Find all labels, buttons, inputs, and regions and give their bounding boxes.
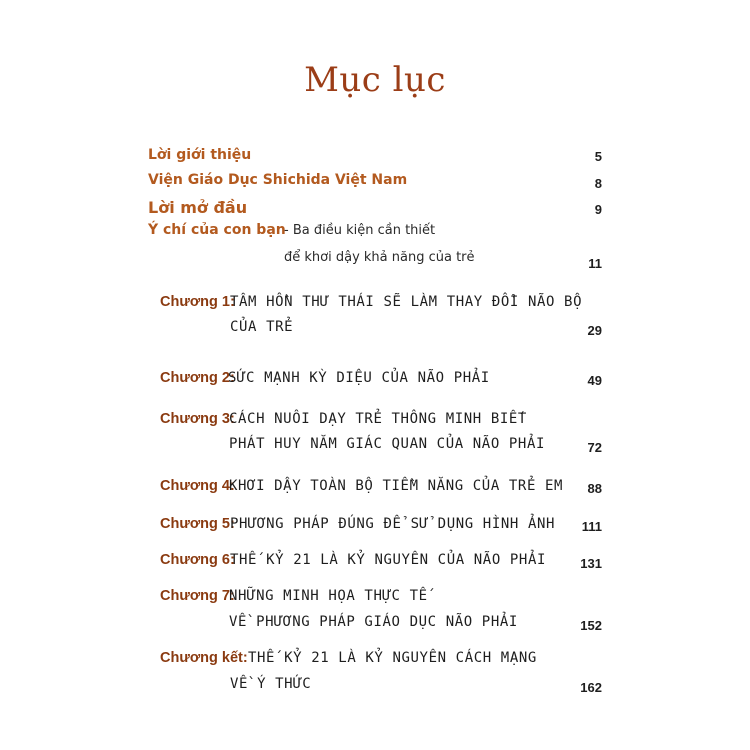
entry-label: Lời mở đầu [148,198,248,217]
entry-subtitle: - Ba điều kiện cần thiết [284,223,436,238]
chapter-page: 162 [580,680,602,695]
chapter-title: THẾ KỶ 21 LÀ KỶ NGUYÊN CỦA NÃO PHẢI [230,552,547,568]
chapter-page: 29 [587,323,602,338]
chapter-label: Chương 1: [160,294,235,310]
chapter-title: TÂM HỒN THƯ THÁI SẼ LÀM THAY ĐỔI NÃO BỘ [230,294,583,310]
chapter-label: Chương 6: [160,552,235,568]
chapter-page: 152 [580,618,602,633]
chapter-label: Chương 4: [160,478,235,494]
chapter-title: CỦA TRẺ [230,319,294,335]
chapter-label: Chương 7: [160,588,235,604]
entry-page: 11 [588,256,602,271]
chapter-title: VỀ Ý THỨC [230,676,312,692]
entry-label: Viện Giáo Dục Shichida Việt Nam [148,172,408,188]
chapter-page: 111 [581,519,602,534]
chapter-label: Chương kết: [160,650,248,666]
chapter-title: THẾ KỶ 21 LÀ KỶ NGUYÊN CÁCH MẠNG [248,650,537,666]
chapter-page: 131 [580,556,602,571]
chapter-page: 49 [587,373,602,388]
chapter-title: VỀ PHƯƠNG PHÁP GIÁO DỤC NÃO PHẢI [229,614,518,630]
chapter-label: Chương 5: [160,516,235,532]
entry-page: 8 [594,176,602,191]
entry-label: Ý chí của con bạn [148,222,286,238]
chapter-title: PHÁT HUY NĂM GIÁC QUAN CỦA NÃO PHẢI [229,436,546,452]
entry-page: 9 [594,202,602,217]
chapter-label: Chương 2: [160,370,235,386]
entry-subtitle: để khơi dậy khả năng của trẻ [284,250,475,265]
chapter-title: PHƯƠNG PHÁP ĐÚNG ĐỂ SỬ DỤNG HÌNH ẢNH [230,516,556,532]
chapter-title: KHƠI DẬY TOÀN BỘ TIỀM NĂNG CỦA TRẺ EM [229,478,564,494]
entry-label: Lời giới thiệu [148,147,252,163]
page-title: Mục lục [304,60,446,100]
chapter-label: Chương 3: [160,411,235,427]
chapter-title: SỨC MẠNH KỲ DIỆU CỦA NÃO PHẢI [228,370,490,386]
chapter-title: CÁCH NUÔI DẠY TRẺ THÔNG MINH BIẾT [229,411,527,427]
chapter-page: 88 [587,481,602,496]
chapter-title: NHỮNG MINH HỌA THỰC TẾ [229,588,428,604]
chapter-page: 72 [587,440,602,455]
entry-page: 5 [594,149,602,164]
